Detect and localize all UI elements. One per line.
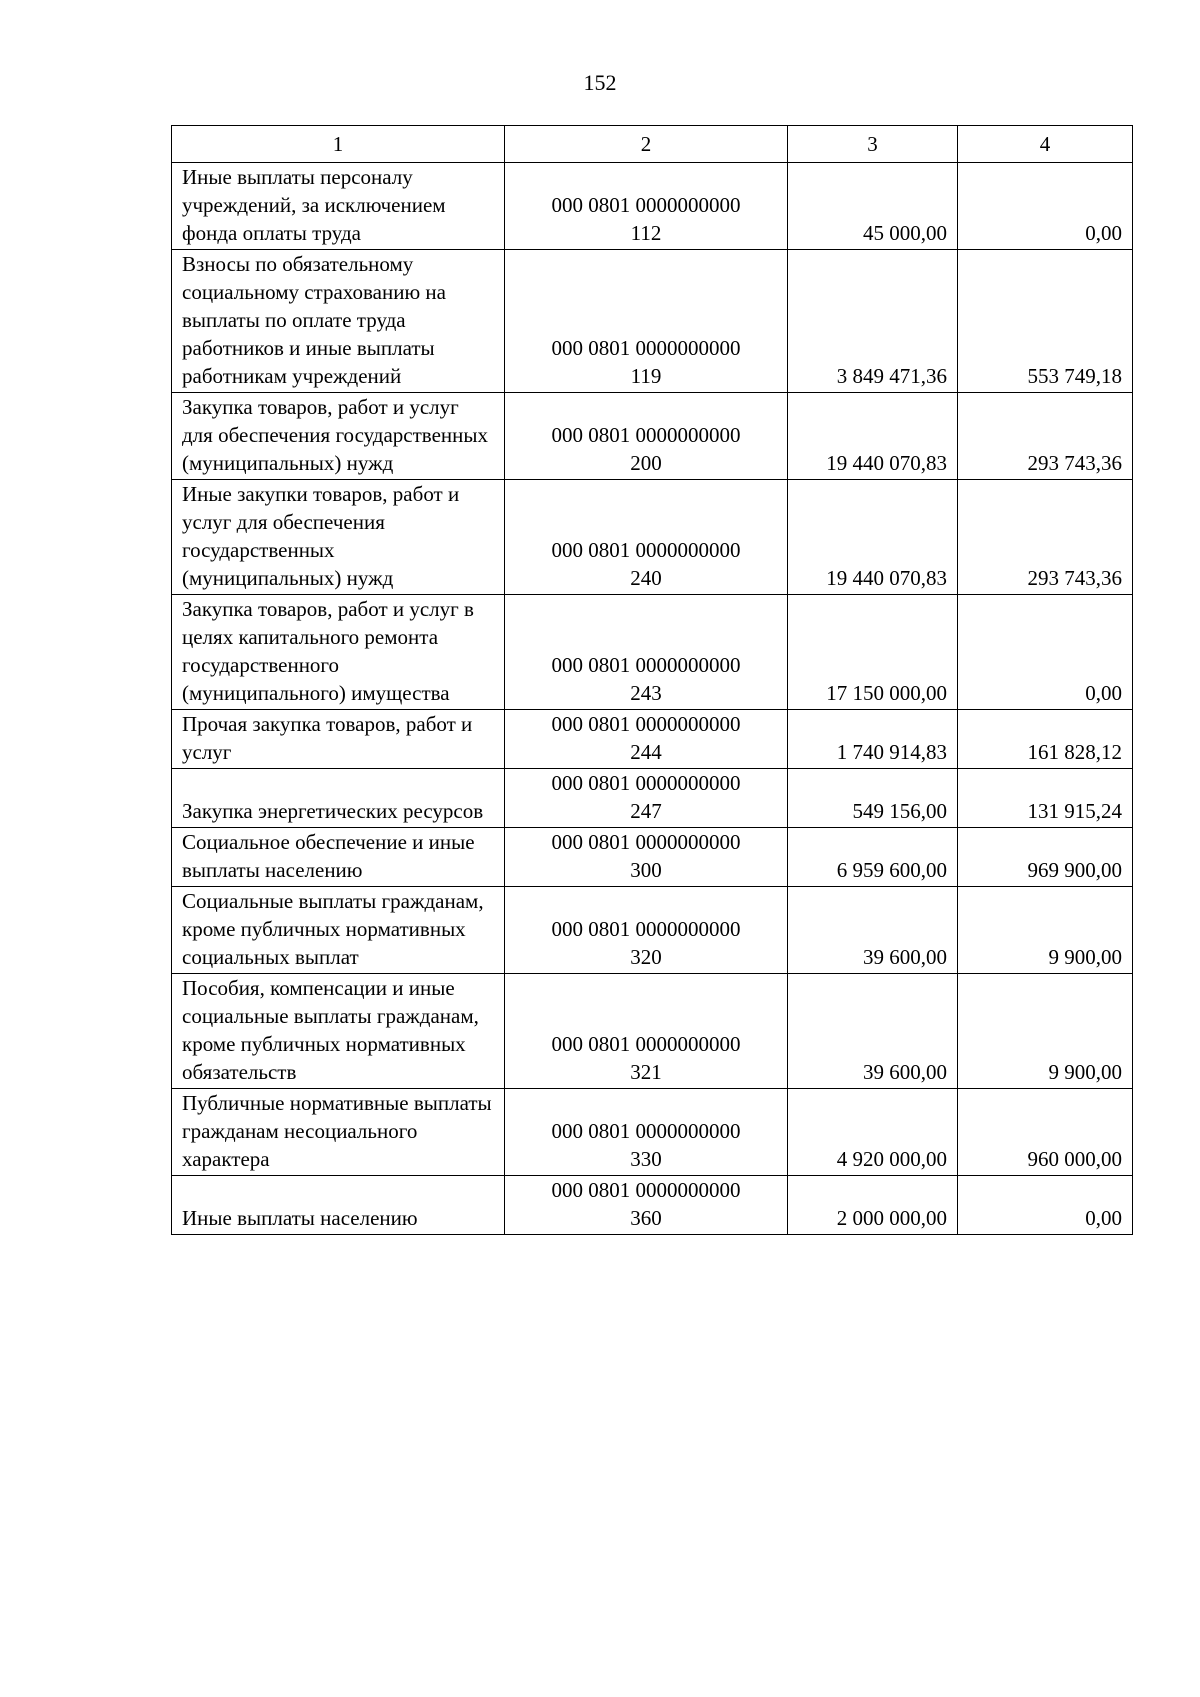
table-row [172,250,1133,393]
row-code: 000 0801 0000000000 [551,193,741,217]
table-row [172,828,1133,887]
column-header-4: 4 [958,126,1133,163]
table-row [172,769,1133,828]
row-expense-type: 243 [630,681,662,705]
row-name: Закупка энергетических ресурсов [172,769,505,828]
row-name: Закупка товаров, работ и услуг для обеспечения государственных (муниципальных) нужд [172,393,505,480]
table-row [172,1089,1133,1176]
row-name: Социальные выплаты гражданам, кроме публичных нормативных социальных выплат [172,887,505,974]
row-expense-type: 300 [630,858,662,882]
row-name: Публичные нормативные выплаты гражданам несоциального характера [172,1089,505,1176]
page-number: 152 [583,70,617,95]
row-value-col4: 0,00 [958,163,1133,250]
row-value-col4: 9 900,00 [958,887,1133,974]
row-expense-type: 112 [630,221,662,245]
column-header-3: 3 [788,126,958,163]
row-code: 000 0801 0000000000 [551,1032,741,1056]
row-code: 000 0801 0000000000 [551,1119,741,1143]
row-value-col3: 19 440 070,83 [788,393,958,480]
row-code-cell [505,595,788,710]
row-expense-type: 320 [630,945,662,969]
row-code-cell [505,769,788,828]
row-name: Взносы по обязательному социальному страхованию на выплаты по оплате труда работников и иные выплаты работникам учреждений [172,250,505,393]
row-expense-type: 330 [630,1147,662,1171]
column-header-2: 2 [505,126,788,163]
row-value-col4: 553 749,18 [958,250,1133,393]
table-row [172,480,1133,595]
row-code-cell [505,887,788,974]
row-name: Пособия, компенсации и иные социальные выплаты гражданам, кроме публичных нормативных обязательств [172,974,505,1089]
row-name: Закупка товаров, работ и услуг в целях капитального ремонта государственного (муниципального) имущества [172,595,505,710]
row-code-cell [505,163,788,250]
row-value-col4: 969 900,00 [958,828,1133,887]
row-expense-type: 247 [630,799,662,823]
row-name: Иные выплаты населению [172,1176,505,1235]
table-row [172,710,1133,769]
row-code-cell [505,250,788,393]
row-value-col4: 0,00 [958,1176,1133,1235]
column-header-1: 1 [172,126,505,163]
row-value-col4: 131 915,24 [958,769,1133,828]
row-value-col4: 161 828,12 [958,710,1133,769]
row-name: Социальное обеспечение и иные выплаты населению [172,828,505,887]
row-code-cell [505,828,788,887]
budget-table [171,125,1133,1235]
row-expense-type: 200 [630,451,662,475]
table-row [172,393,1133,480]
row-expense-type: 360 [630,1206,662,1230]
row-value-col3: 45 000,00 [788,163,958,250]
row-code-cell [505,1089,788,1176]
row-code: 000 0801 0000000000 [551,653,741,677]
row-expense-type: 119 [630,364,662,388]
row-value-col4: 9 900,00 [958,974,1133,1089]
row-value-col3: 1 740 914,83 [788,710,958,769]
row-name: Прочая закупка товаров, работ и услуг [172,710,505,769]
row-code: 000 0801 0000000000 [551,830,741,854]
row-value-col3: 3 849 471,36 [788,250,958,393]
row-value-col4: 293 743,36 [958,393,1133,480]
row-value-col3: 17 150 000,00 [788,595,958,710]
row-code-cell [505,710,788,769]
row-value-col3: 4 920 000,00 [788,1089,958,1176]
table-header-row [172,126,1133,163]
table-row [172,887,1133,974]
row-code: 000 0801 0000000000 [551,917,741,941]
row-expense-type: 244 [630,740,662,764]
row-code-cell [505,974,788,1089]
row-code-cell [505,1176,788,1235]
row-code: 000 0801 0000000000 [551,336,741,360]
row-value-col3: 19 440 070,83 [788,480,958,595]
row-code: 000 0801 0000000000 [551,712,741,736]
row-value-col3: 2 000 000,00 [788,1176,958,1235]
row-value-col3: 6 959 600,00 [788,828,958,887]
table-row [172,1176,1133,1235]
row-value-col4: 960 000,00 [958,1089,1133,1176]
table-row [172,595,1133,710]
row-name: Иные закупки товаров, работ и услуг для обеспечения государственных (муниципальных) нужд [172,480,505,595]
row-code: 000 0801 0000000000 [551,538,741,562]
row-value-col3: 39 600,00 [788,887,958,974]
row-value-col3: 39 600,00 [788,974,958,1089]
table-row [172,974,1133,1089]
row-name: Иные выплаты персоналу учреждений, за исключением фонда оплаты труда [172,163,505,250]
row-expense-type: 240 [630,566,662,590]
row-value-col4: 0,00 [958,595,1133,710]
row-value-col4: 293 743,36 [958,480,1133,595]
row-value-col3: 549 156,00 [788,769,958,828]
row-expense-type: 321 [630,1060,662,1084]
row-code-cell [505,393,788,480]
row-code-cell [505,480,788,595]
row-code: 000 0801 0000000000 [551,1178,741,1202]
table-body [172,163,1133,1235]
row-code: 000 0801 0000000000 [551,771,741,795]
table-row [172,163,1133,250]
row-code: 000 0801 0000000000 [551,423,741,447]
